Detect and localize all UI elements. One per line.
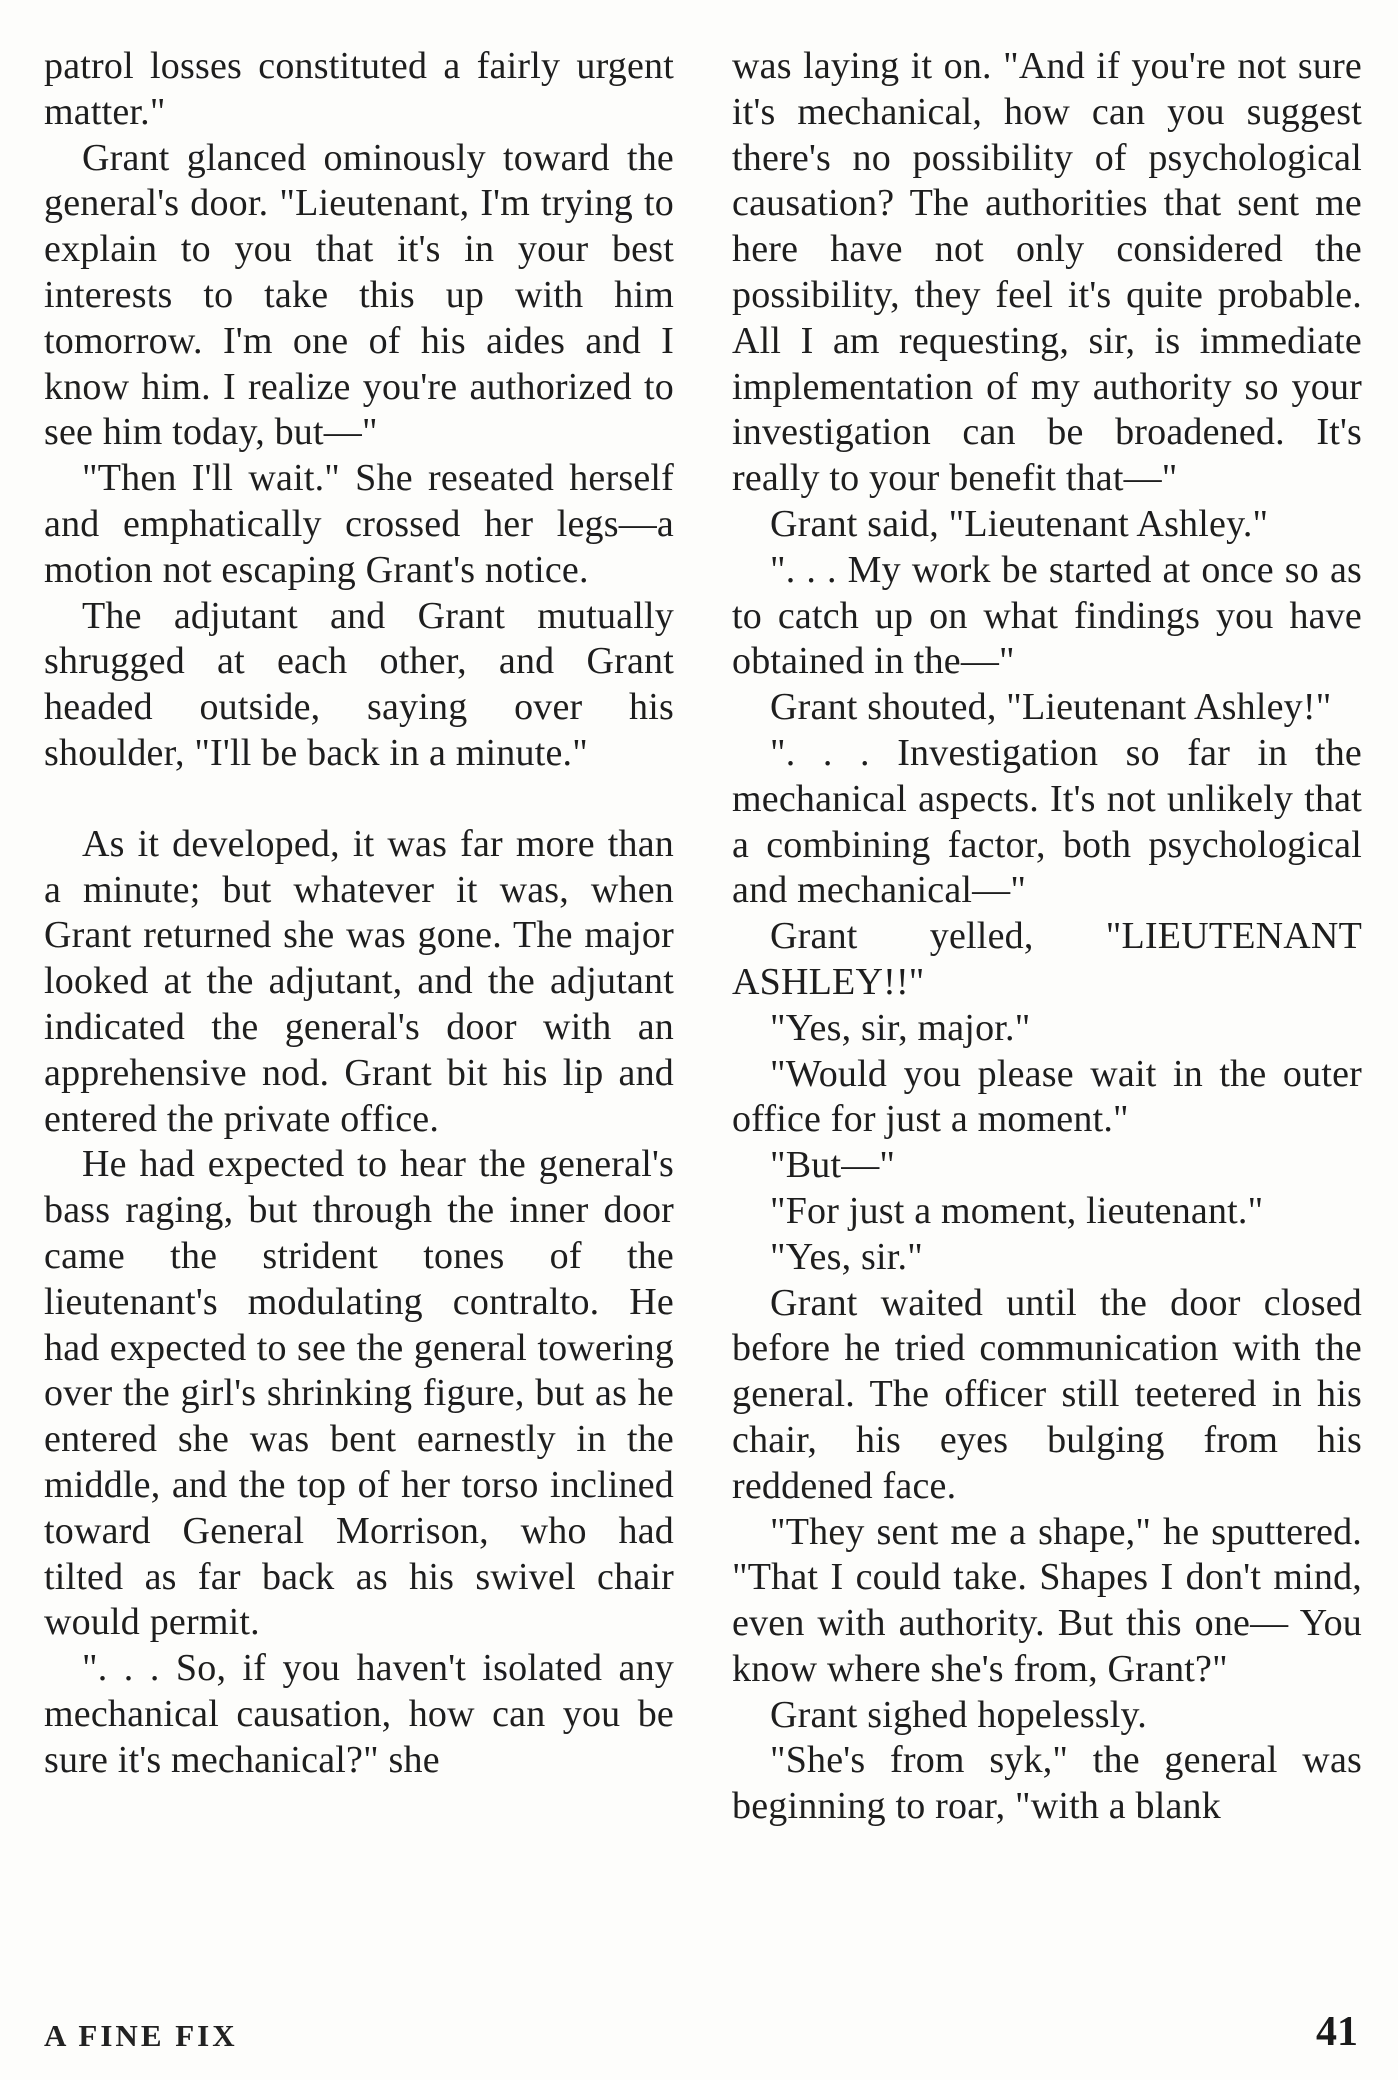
right-text-column xyxy=(732,44,1362,1830)
paragraph: As it developed, it was far more than a minute; but whatever it was, when Grant returned she was gone. The major looked at the adjutant, and the adjutant indicated the general's door with an apprehensive nod. Grant bit his lip and entered the private office. xyxy=(44,822,674,1140)
paragraph: "Yes, sir." xyxy=(770,1235,923,1278)
paragraph: "Would you please wait in the outer office for just a moment." xyxy=(732,1052,1362,1141)
left-text-column xyxy=(44,44,674,1783)
paragraph: ". . . So, if you haven't isolated any mechanical causation, how can you be sure it's mechanical?" she xyxy=(44,1647,674,1781)
paragraph: patrol losses constituted a fairly urgent matter." xyxy=(44,45,674,133)
paragraph: The adjutant and Grant mutually shrugged at each other, and Grant headed outside, saying over his shoulder, "I'll be back in a minute." xyxy=(44,594,674,774)
paragraph: ". . . My work be started at once so as to catch up on what findings you have obtained in the—" xyxy=(732,548,1362,683)
paragraph: Grant yelled, "LIEUTENANT ASHLEY!!" xyxy=(732,915,1362,1003)
paragraph: "Yes, sir, major." xyxy=(770,1006,1031,1049)
paragraph: Grant said, "Lieutenant Ashley." xyxy=(770,502,1269,545)
paragraph: Grant glanced ominously toward the general's door. "Lieutenant, I'm trying to explain to you that it's in your best interests to take this up with him tomorrow. I'm one of his aides and I know him. I realize you're authorized to see him today, but—" xyxy=(44,136,674,454)
paragraph: Grant waited until the door closed before he tried communication with the general. The officer still teetered in his chair, his eyes bulging from his reddened face. xyxy=(732,1281,1362,1507)
paragraph: "She's from syk," the general was beginning to roar, "with a blank xyxy=(732,1739,1362,1828)
paragraph: was laying it on. "And if you're not sure it's mechanical, how can you suggest there's no possibility of psychological causation? The authorities that sent me here have not only considered the possibility, they feel it's quite probable. All I am requesting, sir, is immediate implementation of my authority so your investigation can be broadened. It's really to your benefit that—" xyxy=(732,45,1362,500)
paragraph: ". . . Investigation so far in the mechanical aspects. It's not unlikely that a combining factor, both psychological and mechanical—" xyxy=(732,731,1362,912)
paragraph: Grant shouted, "Lieutenant Ashley!" xyxy=(770,686,1332,729)
running-footer-title: A FINE FIX xyxy=(44,2018,238,2053)
paragraph: "They sent me a shape," he sputtered. "That I could take. Shapes I don't mind, even with authority. But this one— You know where she's from, Grant?" xyxy=(732,1510,1362,1690)
paragraph: "For just a moment, lieutenant." xyxy=(770,1189,1264,1232)
paragraph: "Then I'll wait." She reseated herself and emphatically crossed her legs—a motion not escaping Grant's notice. xyxy=(44,457,674,591)
paragraph: He had expected to hear the general's bass raging, but through the inner door came the strident tones of the lieutenant's modulating contralto. He had expected to see the general towering over the girl's shrinking figure, but as he entered she was bent earnestly in the middle, and the top of her torso inclined toward General Morrison, who had tilted as far back as his swivel chair would permit. xyxy=(44,1143,674,1644)
paragraph: "But—" xyxy=(770,1144,896,1187)
page-number: 41 xyxy=(1316,2009,1358,2055)
paragraph: Grant sighed hopelessly. xyxy=(770,1693,1147,1736)
